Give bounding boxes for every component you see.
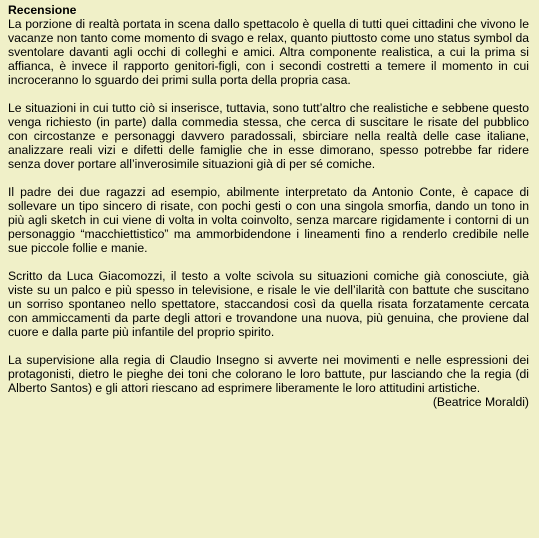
review-paragraph-4: Scritto da Luca Giacomozzi, il testo a volte scivola su situazioni comiche già conosciute, già viste su un palco e più spesso in televisione, e risale le vie dell’ilarità con battute che suscitano un sorriso spontaneo nello spettatore, staccandosi così da quella risata forzatamente cercata con ammiccamenti da parte degli attori e trovandone una nuova, più genuina, che proviene dal cuore e dalla parte più infantile del proprio spirito. (8, 269, 529, 339)
review-title: Recensione (8, 3, 77, 17)
review-paragraph-1: La porzione di realtà portata in scena dallo spettacolo è quella di tutti quei cittadini che vivono le vacanze non tanto come momento di svago e relax, quanto piuttosto come uno status symbol da sventolare davanti agli occhi di colleghi e amici. Altra componente realistica, a cui la prima si affianca, è invece il rapporto genitori-figli, con i secondi costretti a temere il momento in cui incroceranno lo sguardo dei primi sulla porta della propria casa. (8, 17, 529, 87)
review-author: (Beatrice Moraldi) (432, 395, 529, 409)
review-paragraph-2: Le situazioni in cui tutto ciò si inserisce, tuttavia, sono tutt’altro che realistiche e sebbene questo venga richiesto (in parte) dalla commedia stessa, che cerca di suscitare le risate del pubblico con circostanze e personaggi davvero paradossali, sbirciare nella realtà delle case italiane, analizzare reali vizi e difetti delle famiglie che in esse dimorano, spesso potrebbe far ridere senza dover portare all’inverosimile situazioni già di per sé comiche. (8, 101, 529, 171)
review-paragraph-3: Il padre dei due ragazzi ad esempio, abilmente interpretato da Antonio Conte, è capace di sollevare un tipo sincero di risate, con pochi gesti o con una singola smorfia, dando un tono in più agli sketch in cui viene di volta in volta coinvolto, senza marcare rigidamente i contorni di un personaggio “macchiettistico” ma ammorbidendone i lineamenti fino a renderlo credibile nelle sue piccole follie e manie. (8, 185, 529, 255)
review-paragraph-5: La supervisione alla regia di Claudio Insegno si avverte nei movimenti e nelle espressioni dei protagonisti, dietro le pieghe dei toni che colorano le loro battute, pur lasciando che la regia (di Alberto Santos) e gli attori riescano ad esprimere liberamente le loro attitudini artistiche. (8, 353, 529, 395)
